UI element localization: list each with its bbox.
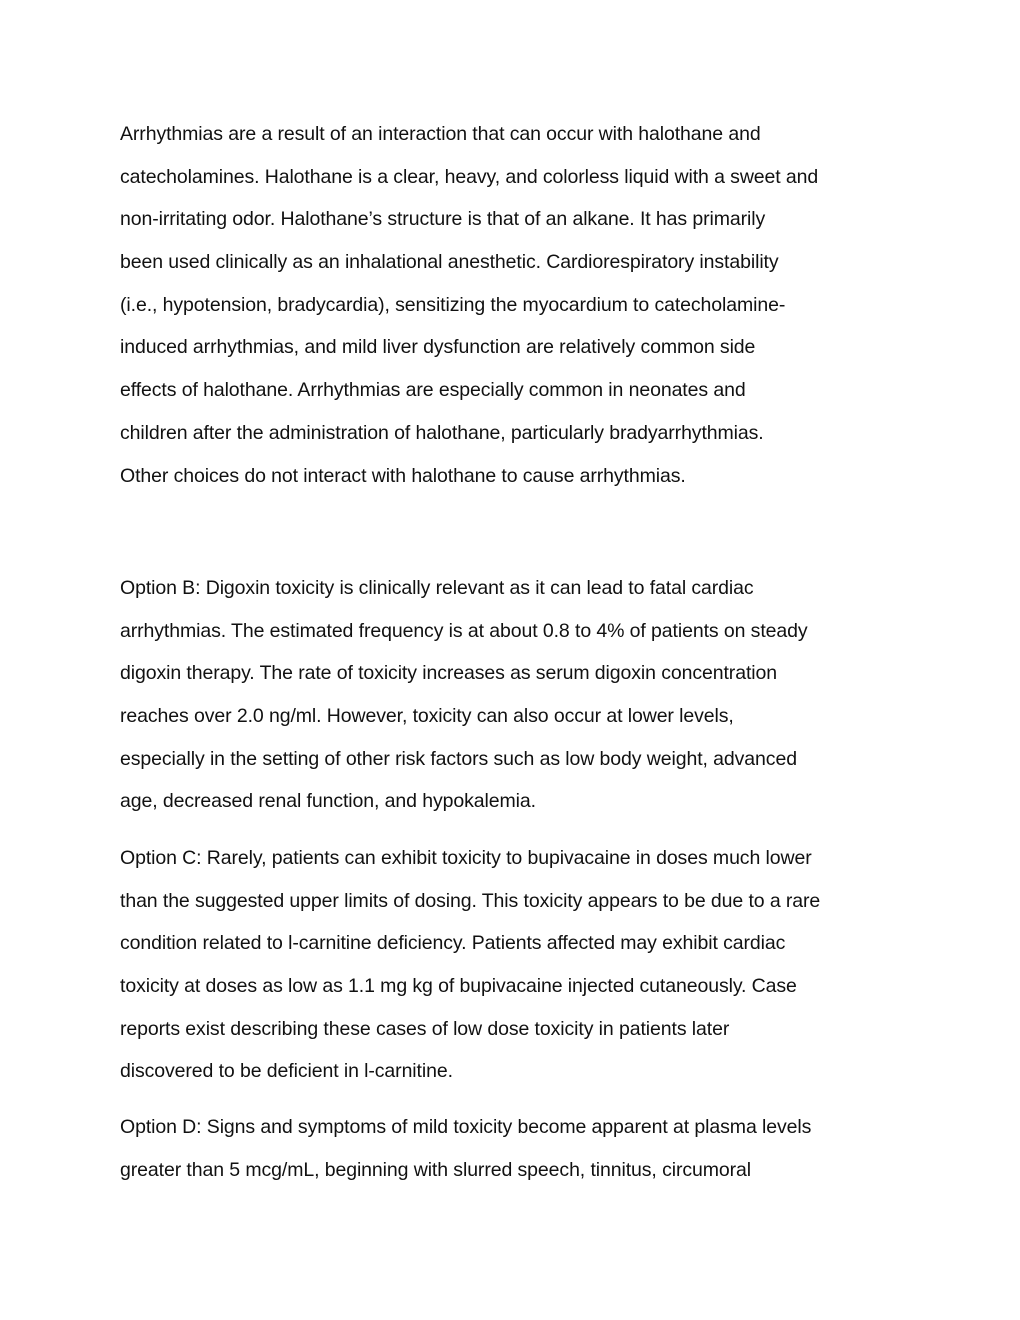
text-line: (i.e., hypotension, bradycardia), sensitizing the myocardium to catecholamine- xyxy=(120,293,786,316)
text-line: reports exist describing these cases of low dose toxicity in patients later xyxy=(120,1017,730,1040)
text-line: Other choices do not interact with halothane to cause arrhythmias. xyxy=(120,464,686,487)
text-line: induced arrhythmias, and mild liver dysfunction are relatively common side xyxy=(120,336,756,359)
text-line: non-irritating odor. Halothane’s structure is that of an alkane. It has primarily xyxy=(120,208,766,231)
paragraph-halothane-explanation xyxy=(120,113,818,497)
text-line: age, decreased renal function, and hypokalemia. xyxy=(120,790,536,813)
text-line: condition related to l-carnitine deficiency. Patients affected may exhibit cardiac xyxy=(120,932,786,955)
text-line: catecholamines. Halothane is a clear, heavy, and colorless liquid with a sweet and xyxy=(120,165,819,188)
text-line: been used clinically as an inhalational anesthetic. Cardiorespiratory instability xyxy=(120,251,779,274)
text-line: reaches over 2.0 ng/ml. However, toxicity can also occur at lower levels, xyxy=(120,705,734,728)
text-line: than the suggested upper limits of dosing. This toxicity appears to be due to a rare xyxy=(120,889,821,912)
text-line: effects of halothane. Arrhythmias are especially common in neonates and xyxy=(120,379,746,402)
text-line: children after the administration of halothane, particularly bradyarrhythmias. xyxy=(120,421,764,444)
text-line: arrhythmias. The estimated frequency is at about 0.8 to 4% of patients on steady xyxy=(120,619,808,642)
text-line: toxicity at doses as low as 1.1 mg kg of bupivacaine injected cutaneously. Case xyxy=(120,975,797,998)
text-line: greater than 5 mcg/mL, beginning with slurred speech, tinnitus, circumoral xyxy=(120,1158,751,1181)
text-line: Option D: Signs and symptoms of mild toxicity become apparent at plasma levels xyxy=(120,1116,812,1138)
text-line: discovered to be deficient in l-carnitine. xyxy=(120,1060,453,1083)
paragraph-option-b xyxy=(120,567,808,823)
text-line: digoxin therapy. The rate of toxicity increases as serum digoxin concentration xyxy=(120,662,777,685)
text-line: Option B: Digoxin toxicity is clinically relevant as it can lead to fatal cardiac xyxy=(120,577,754,599)
paragraph-option-c xyxy=(120,837,820,1093)
text-line: Arrhythmias are a result of an interaction that can occur with halothane and xyxy=(120,123,761,145)
text-line: Option C: Rarely, patients can exhibit toxicity to bupivacaine in doses much lower xyxy=(120,847,812,869)
text-line: especially in the setting of other risk factors such as low body weight, advanced xyxy=(120,747,797,770)
paragraph-option-d xyxy=(120,1106,811,1191)
